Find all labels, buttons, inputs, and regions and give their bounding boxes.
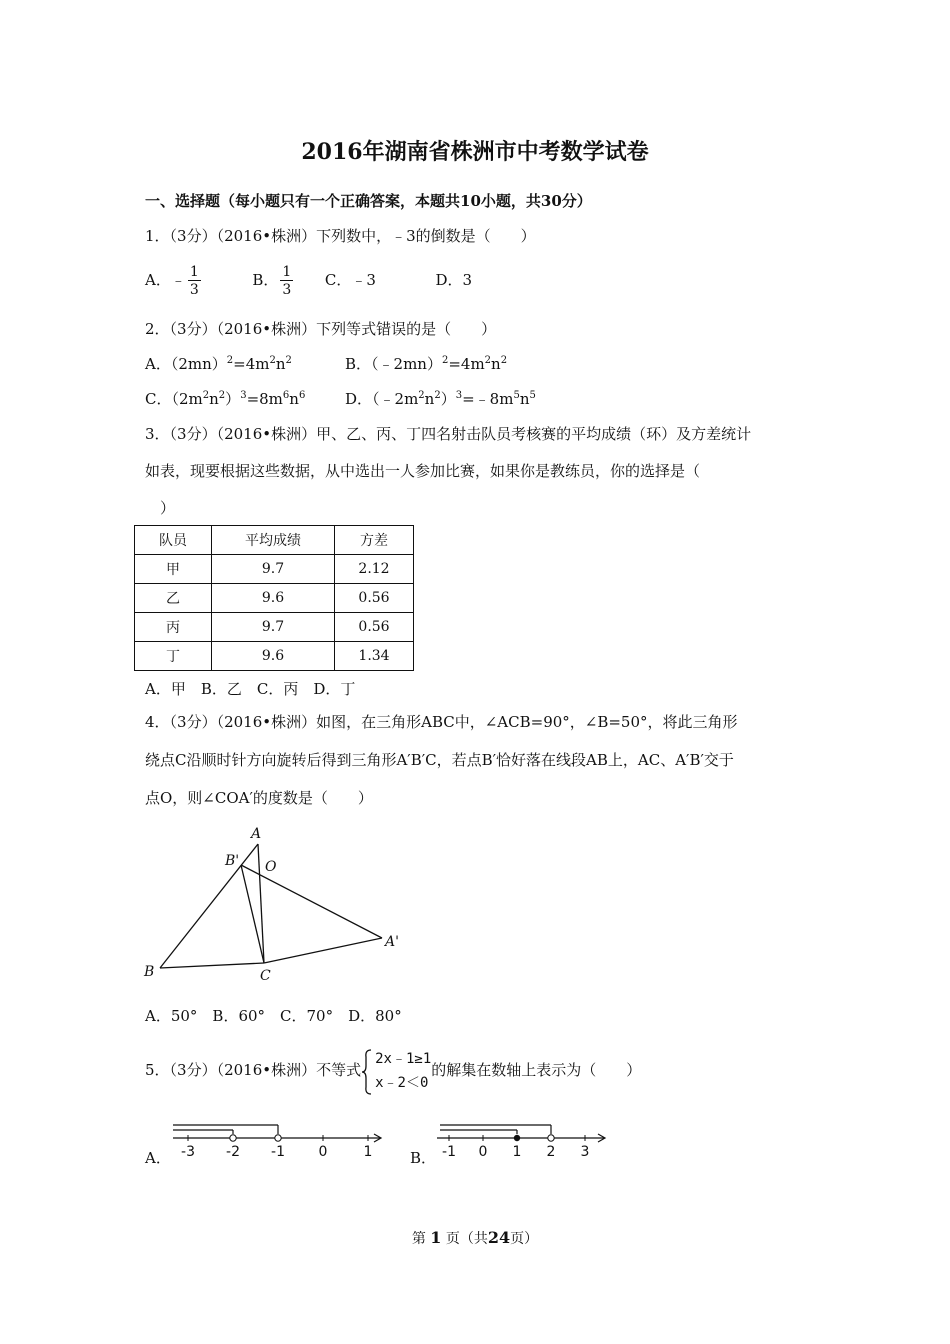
q4-stem-line2: 绕点C沿顺时针方向旋转后得到三角形A′B′C，若点B′恰好落在线段AB上，AC、A′B′交于 <box>145 751 734 769</box>
q2-option-b: B．$(﹣2mn)^2=4m^2n^2$ <box>345 355 508 373</box>
footer-text: 页（共 <box>445 1231 488 1247</box>
tick-label: 3 <box>580 1144 590 1160</box>
q5-option-a-number-line <box>168 1118 393 1164</box>
q5-option-a-label: A． <box>145 1149 171 1167</box>
q4-stem-line3: 点O，则∠COA′的度数是（ ） <box>145 789 373 807</box>
segment-AC <box>258 844 264 963</box>
table-header-cell: 队员 <box>135 526 212 555</box>
inequality-1: 2x﹣1≥1 <box>375 1051 432 1067</box>
table-cell: 2.12 <box>335 555 414 584</box>
fraction-numerator: 1 <box>282 264 292 280</box>
inequality-system <box>361 1047 431 1095</box>
page-footer <box>0 1228 950 1248</box>
segment-CA' <box>264 938 382 963</box>
label-C: C <box>260 968 271 984</box>
q2-stem: 2．（3分）（2016•株洲）下列等式错误的是（ ） <box>145 320 497 338</box>
closed-point <box>514 1135 520 1141</box>
tick-label: 1 <box>512 1144 522 1160</box>
q3-options: A．甲 B．乙 C．丙 D．丁 <box>145 680 356 698</box>
label-O: O <box>265 859 277 875</box>
q1-option-c: C．﹣3 <box>324 271 376 289</box>
q2-option-c: C．$(2m^2n^2)^3=8m^6n^6$ <box>145 390 306 408</box>
q1-option-a-fraction <box>188 265 201 297</box>
score-table <box>134 525 414 671</box>
table-cell: 9.7 <box>212 613 335 642</box>
q1-stem: 1．（3分）（2016•株洲）下列数中，﹣3的倒数是（ ） <box>145 227 536 245</box>
tick-label: -1 <box>442 1144 456 1160</box>
table-row <box>135 584 414 613</box>
table-header-cell: 方差 <box>335 526 414 555</box>
table-cell: 丁 <box>135 642 212 671</box>
segment-BC <box>160 963 264 968</box>
table-row <box>135 555 414 584</box>
q5-option-b-label: B． <box>410 1149 437 1167</box>
table-cell: 0.56 <box>335 584 414 613</box>
q1-option-d: D．3 <box>435 271 473 289</box>
section-heading: 一、选择题（每小题只有一个正确答案，本题共10小题，共30分） <box>145 192 592 210</box>
table-cell: 甲 <box>135 555 212 584</box>
q5-stem-post: 的解集在数轴上表示为（ ） <box>431 1061 642 1079</box>
inequality-2: x﹣2＜0 <box>375 1075 429 1091</box>
q3-stem-line1: 3．（3分）（2016•株洲）甲、乙、丙、丁四名射击队员考核赛的平均成绩（环）及方差统计 <box>145 425 752 443</box>
table-cell: 9.6 <box>212 584 335 613</box>
segment-B'C <box>241 865 264 963</box>
table-cell: 0.56 <box>335 613 414 642</box>
tick-label: -2 <box>226 1144 240 1160</box>
open-point <box>230 1135 236 1141</box>
fraction-numerator: 1 <box>189 264 199 280</box>
tick-label: 2 <box>546 1144 556 1160</box>
q1-options <box>145 260 472 300</box>
table-cell: 丙 <box>135 613 212 642</box>
q1-option-b-fraction <box>280 265 293 297</box>
tick-label: 1 <box>363 1144 373 1160</box>
triangle-rotation-figure <box>140 822 410 987</box>
current-page-number: 1 <box>430 1228 442 1247</box>
fraction-denominator: 3 <box>282 282 292 298</box>
tick-label: 0 <box>478 1144 488 1160</box>
q5-stem-pre: 5．（3分）（2016•株洲）不等式 <box>145 1061 362 1079</box>
table-row <box>135 642 414 671</box>
table-header-row <box>135 526 414 555</box>
label-B: B <box>144 964 155 980</box>
page-title: 2016年湖南省株洲市中考数学试卷 <box>301 139 649 165</box>
q3-stem-line3: ） <box>160 499 176 517</box>
tick-label: -3 <box>181 1144 195 1160</box>
q1-option-b-label: B． <box>252 271 279 289</box>
tick-label: -1 <box>271 1144 285 1160</box>
q3-stem-line2: 如表，现要根据这些数据，从中选出一人参加比赛，如果你是教练员，你的选择是（ <box>145 462 701 480</box>
table-cell: 1.34 <box>335 642 414 671</box>
label-A: A <box>251 826 262 842</box>
table-header-cell: 平均成绩 <box>212 526 335 555</box>
open-point <box>548 1135 554 1141</box>
open-point <box>275 1135 281 1141</box>
footer-text: 页） <box>510 1231 539 1247</box>
left-brace-icon <box>361 1049 373 1095</box>
label-A-prime: A' <box>385 934 399 950</box>
footer-text: 第 <box>411 1231 426 1247</box>
segment-BA <box>160 844 258 968</box>
q1-option-a-label: A．﹣ <box>145 271 186 289</box>
tick-label: 0 <box>318 1144 328 1160</box>
table-cell: 9.6 <box>212 642 335 671</box>
q4-stem-line1: 4．（3分）（2016•株洲）如图，在三角形ABC中，∠ACB=90°，∠B=50°，将此三角形 <box>145 713 738 731</box>
label-B-prime: B' <box>225 853 240 869</box>
q2-option-d: D．$(﹣2m^2n^2)^3=﹣8m^5n^5$ <box>345 390 536 408</box>
table-cell: 9.7 <box>212 555 335 584</box>
fraction-denominator: 3 <box>189 282 199 298</box>
q5-option-b-number-line <box>432 1118 612 1164</box>
table-row <box>135 613 414 642</box>
table-cell: 乙 <box>135 584 212 613</box>
total-page-count: 24 <box>487 1228 511 1247</box>
q5-stem <box>145 1042 641 1098</box>
q2-option-a: A．$(2mn)^2=4m^2n^2$ <box>145 355 292 373</box>
q4-options: A．50° B．60° C．70° D．80° <box>145 1007 402 1025</box>
